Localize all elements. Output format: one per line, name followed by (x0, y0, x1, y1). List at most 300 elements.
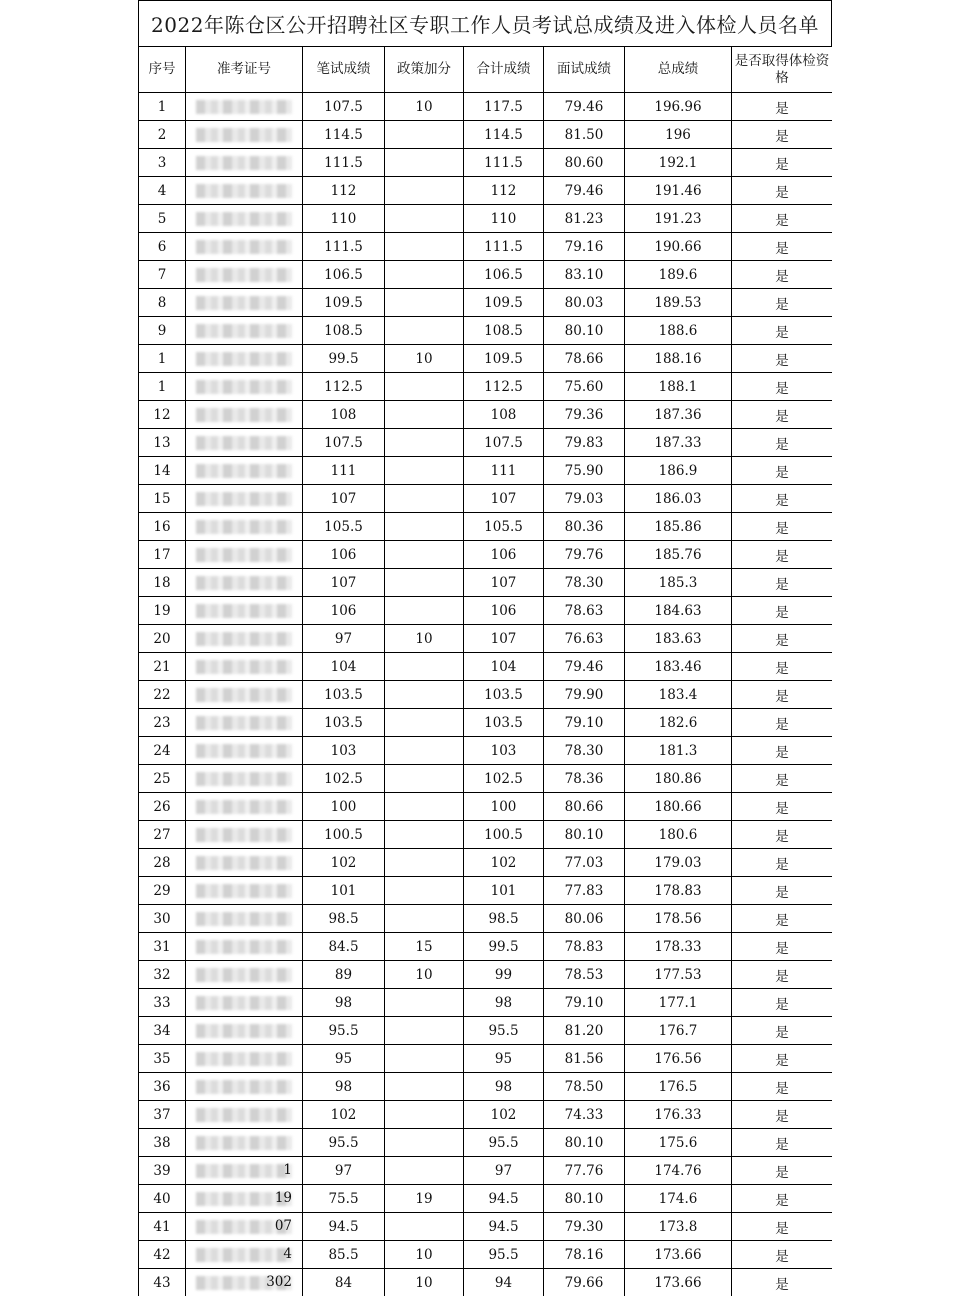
cell-total-score: 180.6 (625, 821, 732, 849)
cell-eligibility: 是 (732, 149, 833, 177)
table-row (139, 1101, 833, 1129)
cell-policy-bonus (385, 121, 464, 149)
table-row (139, 625, 833, 653)
cell-total-score: 187.36 (625, 401, 732, 429)
cell-eligibility: 是 (732, 457, 833, 485)
cell-total-score: 178.83 (625, 877, 732, 905)
table-row (139, 653, 833, 681)
table-row (139, 289, 833, 317)
cell-serial: 9 (139, 317, 186, 345)
column-header-total-score: 总成绩 (625, 47, 732, 93)
cell-policy-bonus: 10 (385, 625, 464, 653)
cell-serial: 31 (139, 933, 186, 961)
cell-written-score: 100 (303, 793, 385, 821)
cell-policy-bonus (385, 681, 464, 709)
cell-written-score: 84 (303, 1269, 385, 1296)
cell-policy-bonus (385, 849, 464, 877)
cell-written-score: 97 (303, 625, 385, 653)
cell-interview-score: 81.20 (544, 1017, 625, 1045)
cell-total-score: 178.56 (625, 905, 732, 933)
redacted-exam-id (196, 744, 291, 758)
cell-policy-bonus (385, 205, 464, 233)
cell-combined-score: 99 (464, 961, 544, 989)
results-table (138, 46, 832, 1296)
cell-policy-bonus (385, 457, 464, 485)
cell-exam-id (186, 877, 303, 905)
cell-policy-bonus (385, 401, 464, 429)
cell-serial: 32 (139, 961, 186, 989)
redacted-exam-id (196, 436, 291, 450)
cell-policy-bonus (385, 989, 464, 1017)
cell-policy-bonus (385, 233, 464, 261)
table-row (139, 709, 833, 737)
cell-interview-score: 78.53 (544, 961, 625, 989)
redacted-exam-id (196, 1024, 291, 1038)
cell-exam-id (186, 821, 303, 849)
table-row (139, 1269, 833, 1296)
cell-total-score: 174.76 (625, 1157, 732, 1185)
cell-written-score: 114.5 (303, 121, 385, 149)
table-row (139, 737, 833, 765)
redacted-exam-id (196, 1080, 291, 1094)
cell-written-score: 106 (303, 541, 385, 569)
cell-serial: 33 (139, 989, 186, 1017)
cell-combined-score: 103 (464, 737, 544, 765)
cell-combined-score: 108.5 (464, 317, 544, 345)
cell-combined-score: 102.5 (464, 765, 544, 793)
cell-serial: 38 (139, 1129, 186, 1157)
cell-interview-score: 78.36 (544, 765, 625, 793)
cell-written-score: 102.5 (303, 765, 385, 793)
table-row (139, 1241, 833, 1269)
redacted-exam-id (196, 772, 291, 786)
redacted-exam-id (196, 520, 291, 534)
redacted-exam-id (196, 184, 291, 198)
cell-combined-score: 107 (464, 569, 544, 597)
cell-combined-score: 95.5 (464, 1241, 544, 1269)
table-row (139, 149, 833, 177)
page-title: 2022年陈仓区公开招聘社区专职工作人员考试总成绩及进入体检人员名单 (138, 0, 832, 46)
cell-policy-bonus (385, 569, 464, 597)
cell-interview-score: 79.10 (544, 709, 625, 737)
cell-combined-score: 112 (464, 177, 544, 205)
cell-written-score: 106 (303, 597, 385, 625)
redacted-exam-id (196, 324, 291, 338)
cell-total-score: 196 (625, 121, 732, 149)
cell-eligibility: 是 (732, 373, 833, 401)
redacted-exam-id (196, 996, 291, 1010)
cell-written-score: 111.5 (303, 149, 385, 177)
redacted-exam-id (196, 352, 291, 366)
table-row (139, 177, 833, 205)
cell-exam-id (186, 653, 303, 681)
table-row (139, 793, 833, 821)
cell-serial: 1 (139, 93, 186, 121)
cell-total-score: 176.33 (625, 1101, 732, 1129)
cell-exam-id (186, 345, 303, 373)
cell-eligibility: 是 (732, 233, 833, 261)
cell-exam-id (186, 905, 303, 933)
table-row (139, 233, 833, 261)
table-row (139, 569, 833, 597)
cell-policy-bonus (385, 709, 464, 737)
cell-total-score: 185.76 (625, 541, 732, 569)
cell-exam-id (186, 429, 303, 457)
cell-combined-score: 98 (464, 989, 544, 1017)
cell-written-score: 100.5 (303, 821, 385, 849)
table-row (139, 681, 833, 709)
cell-written-score: 95 (303, 1045, 385, 1073)
cell-exam-id (186, 93, 303, 121)
cell-policy-bonus: 15 (385, 933, 464, 961)
cell-exam-id (186, 1129, 303, 1157)
cell-policy-bonus (385, 653, 464, 681)
redacted-exam-id (196, 1108, 291, 1122)
cell-interview-score: 80.10 (544, 1129, 625, 1157)
cell-total-score: 176.7 (625, 1017, 732, 1045)
cell-total-score: 181.3 (625, 737, 732, 765)
cell-interview-score: 79.46 (544, 93, 625, 121)
cell-policy-bonus: 10 (385, 961, 464, 989)
table-row (139, 317, 833, 345)
cell-exam-id (186, 1185, 303, 1213)
cell-exam-id (186, 1157, 303, 1185)
cell-written-score: 99.5 (303, 345, 385, 373)
cell-combined-score: 106 (464, 541, 544, 569)
table-row (139, 261, 833, 289)
cell-eligibility: 是 (732, 821, 833, 849)
cell-policy-bonus (385, 373, 464, 401)
cell-policy-bonus (385, 541, 464, 569)
table-row (139, 877, 833, 905)
cell-total-score: 173.66 (625, 1241, 732, 1269)
cell-interview-score: 78.50 (544, 1073, 625, 1101)
cell-eligibility: 是 (732, 1045, 833, 1073)
cell-total-score: 173.8 (625, 1213, 732, 1241)
cell-written-score: 110 (303, 205, 385, 233)
cell-policy-bonus: 19 (385, 1185, 464, 1213)
table-row (139, 429, 833, 457)
cell-serial: 18 (139, 569, 186, 597)
table-row (139, 373, 833, 401)
cell-total-score: 186.03 (625, 485, 732, 513)
cell-serial: 16 (139, 513, 186, 541)
cell-eligibility: 是 (732, 261, 833, 289)
cell-policy-bonus (385, 485, 464, 513)
exam-id-visible-fragment: 302 (266, 1274, 292, 1290)
cell-interview-score: 77.76 (544, 1157, 625, 1185)
cell-policy-bonus (385, 877, 464, 905)
table-row (139, 1045, 833, 1073)
cell-eligibility: 是 (732, 1269, 833, 1296)
redacted-exam-id (196, 688, 291, 702)
cell-exam-id (186, 1241, 303, 1269)
redacted-exam-id (196, 268, 291, 282)
cell-interview-score: 80.10 (544, 1185, 625, 1213)
cell-exam-id (186, 513, 303, 541)
cell-total-score: 186.9 (625, 457, 732, 485)
redacted-exam-id (196, 464, 291, 478)
cell-serial: 41 (139, 1213, 186, 1241)
cell-total-score: 189.6 (625, 261, 732, 289)
redacted-exam-id (196, 912, 291, 926)
cell-serial: 29 (139, 877, 186, 905)
redacted-exam-id (196, 716, 291, 730)
cell-serial: 20 (139, 625, 186, 653)
cell-interview-score: 80.10 (544, 821, 625, 849)
cell-eligibility: 是 (732, 1101, 833, 1129)
cell-combined-score: 107 (464, 485, 544, 513)
cell-combined-score: 110 (464, 205, 544, 233)
cell-serial: 12 (139, 401, 186, 429)
cell-interview-score: 74.33 (544, 1101, 625, 1129)
cell-total-score: 185.86 (625, 513, 732, 541)
redacted-exam-id (196, 1248, 291, 1262)
cell-combined-score: 98.5 (464, 905, 544, 933)
cell-interview-score: 79.46 (544, 653, 625, 681)
cell-eligibility: 是 (732, 653, 833, 681)
cell-interview-score: 80.10 (544, 317, 625, 345)
cell-total-score: 185.3 (625, 569, 732, 597)
cell-eligibility: 是 (732, 625, 833, 653)
cell-interview-score: 79.66 (544, 1269, 625, 1296)
cell-serial: 24 (139, 737, 186, 765)
table-row (139, 905, 833, 933)
redacted-exam-id (196, 856, 291, 870)
cell-written-score: 109.5 (303, 289, 385, 317)
cell-written-score: 103.5 (303, 709, 385, 737)
table-row (139, 401, 833, 429)
cell-policy-bonus (385, 1157, 464, 1185)
cell-interview-score: 78.30 (544, 737, 625, 765)
cell-exam-id (186, 681, 303, 709)
cell-written-score: 98.5 (303, 905, 385, 933)
cell-written-score: 98 (303, 1073, 385, 1101)
cell-exam-id (186, 485, 303, 513)
cell-policy-bonus: 10 (385, 1269, 464, 1296)
cell-exam-id (186, 989, 303, 1017)
cell-serial: 19 (139, 597, 186, 625)
redacted-exam-id (196, 408, 291, 422)
cell-combined-score: 108 (464, 401, 544, 429)
cell-interview-score: 80.36 (544, 513, 625, 541)
cell-eligibility: 是 (732, 569, 833, 597)
redacted-exam-id (196, 1052, 291, 1066)
cell-policy-bonus (385, 1073, 464, 1101)
redacted-exam-id (196, 884, 291, 898)
cell-serial: 4 (139, 177, 186, 205)
cell-written-score: 85.5 (303, 1241, 385, 1269)
cell-serial: 22 (139, 681, 186, 709)
cell-exam-id (186, 373, 303, 401)
cell-exam-id (186, 149, 303, 177)
cell-serial: 35 (139, 1045, 186, 1073)
cell-combined-score: 111.5 (464, 149, 544, 177)
table-row (139, 1213, 833, 1241)
cell-interview-score: 79.90 (544, 681, 625, 709)
cell-combined-score: 95 (464, 1045, 544, 1073)
cell-serial: 39 (139, 1157, 186, 1185)
redacted-exam-id (196, 296, 291, 310)
cell-exam-id (186, 765, 303, 793)
cell-written-score: 108 (303, 401, 385, 429)
cell-exam-id (186, 569, 303, 597)
cell-interview-score: 83.10 (544, 261, 625, 289)
cell-written-score: 107.5 (303, 93, 385, 121)
cell-policy-bonus (385, 765, 464, 793)
cell-combined-score: 117.5 (464, 93, 544, 121)
cell-eligibility: 是 (732, 961, 833, 989)
redacted-exam-id (196, 1164, 291, 1178)
cell-total-score: 177.1 (625, 989, 732, 1017)
cell-policy-bonus: 10 (385, 93, 464, 121)
cell-interview-score: 79.30 (544, 1213, 625, 1241)
cell-total-score: 196.96 (625, 93, 732, 121)
cell-total-score: 183.4 (625, 681, 732, 709)
cell-combined-score: 107.5 (464, 429, 544, 457)
cell-total-score: 173.66 (625, 1269, 732, 1296)
cell-total-score: 188.6 (625, 317, 732, 345)
cell-exam-id (186, 961, 303, 989)
cell-written-score: 89 (303, 961, 385, 989)
cell-written-score: 105.5 (303, 513, 385, 541)
cell-eligibility: 是 (732, 429, 833, 457)
results-sheet (138, 0, 832, 1296)
cell-total-score: 189.53 (625, 289, 732, 317)
cell-exam-id (186, 121, 303, 149)
cell-eligibility: 是 (732, 877, 833, 905)
cell-eligibility: 是 (732, 205, 833, 233)
cell-eligibility: 是 (732, 933, 833, 961)
cell-eligibility: 是 (732, 849, 833, 877)
cell-eligibility: 是 (732, 401, 833, 429)
cell-serial: 25 (139, 765, 186, 793)
cell-interview-score: 79.10 (544, 989, 625, 1017)
cell-total-score: 188.16 (625, 345, 732, 373)
cell-combined-score: 111.5 (464, 233, 544, 261)
cell-written-score: 84.5 (303, 933, 385, 961)
exam-id-visible-fragment: 1 (283, 1162, 292, 1178)
cell-total-score: 180.66 (625, 793, 732, 821)
cell-written-score: 107 (303, 485, 385, 513)
cell-total-score: 179.03 (625, 849, 732, 877)
cell-written-score: 102 (303, 1101, 385, 1129)
cell-exam-id (186, 625, 303, 653)
cell-combined-score: 107 (464, 625, 544, 653)
table-row (139, 345, 833, 373)
cell-interview-score: 81.50 (544, 121, 625, 149)
cell-interview-score: 77.03 (544, 849, 625, 877)
cell-exam-id (186, 597, 303, 625)
cell-written-score: 103.5 (303, 681, 385, 709)
cell-exam-id (186, 401, 303, 429)
cell-policy-bonus (385, 737, 464, 765)
cell-combined-score: 99.5 (464, 933, 544, 961)
cell-combined-score: 98 (464, 1073, 544, 1101)
cell-policy-bonus (385, 1129, 464, 1157)
cell-written-score: 103 (303, 737, 385, 765)
cell-eligibility: 是 (732, 597, 833, 625)
cell-total-score: 177.53 (625, 961, 732, 989)
cell-interview-score: 78.30 (544, 569, 625, 597)
cell-serial: 43 (139, 1269, 186, 1296)
cell-combined-score: 100 (464, 793, 544, 821)
cell-total-score: 192.1 (625, 149, 732, 177)
table-row (139, 93, 833, 121)
cell-exam-id (186, 1269, 303, 1296)
cell-exam-id (186, 709, 303, 737)
column-header-interview-score: 面试成绩 (544, 47, 625, 93)
cell-eligibility: 是 (732, 1241, 833, 1269)
cell-serial: 28 (139, 849, 186, 877)
redacted-exam-id (196, 576, 291, 590)
cell-combined-score: 97 (464, 1157, 544, 1185)
redacted-exam-id (196, 632, 291, 646)
cell-serial: 23 (139, 709, 186, 737)
cell-eligibility: 是 (732, 1129, 833, 1157)
redacted-exam-id (196, 548, 291, 562)
column-header-serial: 序号 (139, 47, 186, 93)
cell-policy-bonus (385, 317, 464, 345)
cell-serial: 5 (139, 205, 186, 233)
cell-policy-bonus (385, 513, 464, 541)
cell-interview-score: 80.66 (544, 793, 625, 821)
cell-total-score: 180.86 (625, 765, 732, 793)
cell-combined-score: 114.5 (464, 121, 544, 149)
cell-serial: 27 (139, 821, 186, 849)
table-row (139, 541, 833, 569)
table-row (139, 597, 833, 625)
cell-serial: 1 (139, 345, 186, 373)
column-header-combined-score: 合计成绩 (464, 47, 544, 93)
cell-policy-bonus (385, 1101, 464, 1129)
cell-written-score: 111.5 (303, 233, 385, 261)
redacted-exam-id (196, 240, 291, 254)
exam-id-visible-fragment: 07 (274, 1218, 292, 1234)
redacted-exam-id (196, 156, 291, 170)
table-row (139, 933, 833, 961)
table-row (139, 205, 833, 233)
cell-written-score: 106.5 (303, 261, 385, 289)
cell-interview-score: 81.56 (544, 1045, 625, 1073)
redacted-exam-id (196, 212, 291, 226)
cell-eligibility: 是 (732, 765, 833, 793)
cell-total-score: 188.1 (625, 373, 732, 401)
column-header-policy-bonus: 政策加分 (385, 47, 464, 93)
cell-total-score: 175.6 (625, 1129, 732, 1157)
cell-written-score: 95.5 (303, 1017, 385, 1045)
redacted-exam-id (196, 128, 291, 142)
cell-eligibility: 是 (732, 485, 833, 513)
cell-combined-score: 94 (464, 1269, 544, 1296)
cell-eligibility: 是 (732, 121, 833, 149)
redacted-exam-id (196, 1136, 291, 1150)
cell-combined-score: 109.5 (464, 345, 544, 373)
table-row (139, 1157, 833, 1185)
table-header-row (139, 47, 833, 93)
cell-combined-score: 103.5 (464, 681, 544, 709)
cell-combined-score: 109.5 (464, 289, 544, 317)
redacted-exam-id (196, 660, 291, 674)
cell-written-score: 107 (303, 569, 385, 597)
cell-written-score: 104 (303, 653, 385, 681)
cell-interview-score: 78.83 (544, 933, 625, 961)
cell-written-score: 98 (303, 989, 385, 1017)
cell-exam-id (186, 205, 303, 233)
cell-total-score: 183.63 (625, 625, 732, 653)
cell-exam-id (186, 261, 303, 289)
cell-serial: 2 (139, 121, 186, 149)
